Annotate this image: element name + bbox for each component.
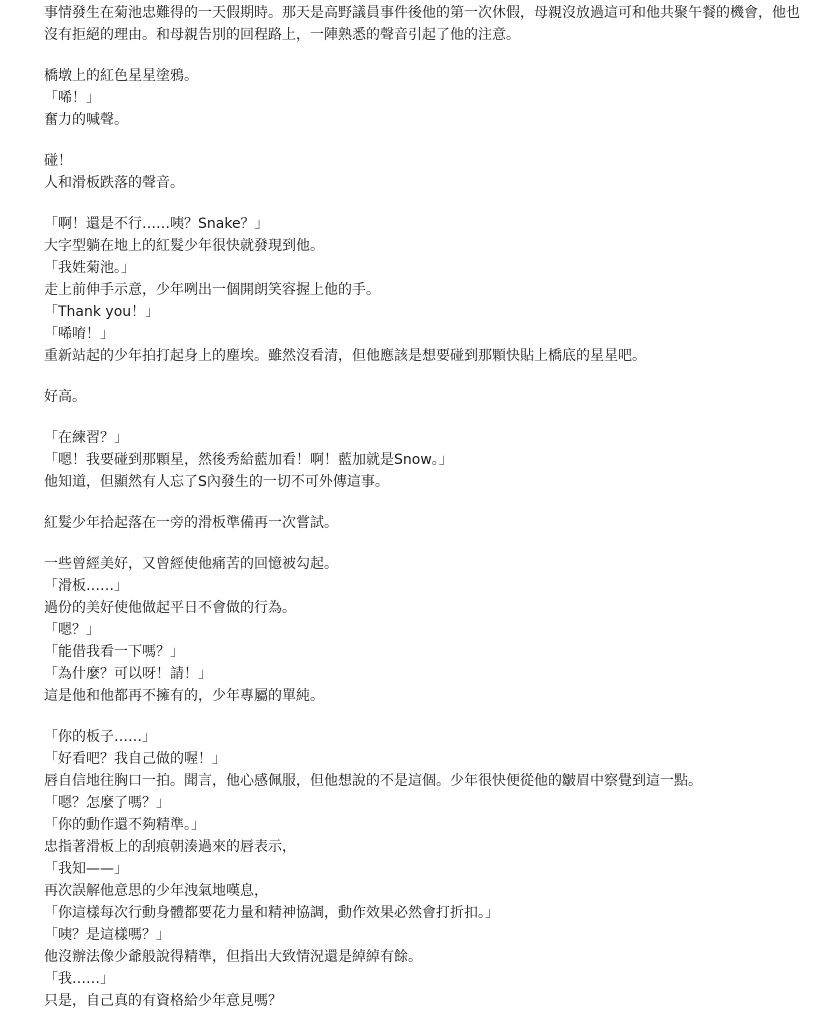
- paragraph-spacer: [44, 131, 804, 150]
- text-line: 「好看吧？我自己做的喔！」: [44, 751, 226, 767]
- paragraph-spacer: [44, 493, 804, 512]
- text-line: 大字型躺在地上的紅髮少年很快就發現到他。: [44, 238, 324, 254]
- text-line: 「咦？是這樣嗎？」: [44, 927, 170, 943]
- text-line: 「你的板子……」: [44, 729, 156, 745]
- paragraph-spacer: [44, 367, 804, 386]
- paragraph-spacer: [44, 408, 804, 427]
- text-line: 「滑板……」: [44, 578, 128, 594]
- text-line: 只是，自己真的有資格給少年意見嗎？: [44, 993, 282, 1009]
- text-line: 過份的美好使他做起平日不會做的行為。: [44, 600, 296, 616]
- text-line: 重新站起的少年拍打起身上的塵埃。雖然沒看清，但他應該是想要碰到那顆快貼上橋底的星星吧。: [44, 348, 646, 364]
- text-line: 「能借我看一下嗎？」: [44, 644, 184, 660]
- text-line: 事情發生在菊池忠難得的一天假期時。那天是高野議員事件後他的第一次休假，母親沒放過這可和他共聚午餐的機會，他也沒有拒絕的理由。和母親告別的回程路上，一陣熟悉的聲音引起了他的注意。: [44, 5, 800, 43]
- text-line: 他知道，但顯然有人忘了S內發生的一切不可外傳這事。: [44, 474, 389, 490]
- text-line: 紅髮少年拾起落在一旁的滑板準備再一次嘗試。: [44, 515, 338, 531]
- text-line: 唇自信地往胸口一拍。聞言，他心感佩服，但他想說的不是這個。少年很快便從他的皺眉中察覺到這一點。: [44, 773, 702, 789]
- text-line: 「嗯！我要碰到那顆星，然後秀給藍加看！啊！藍加就是Snow。」: [44, 452, 453, 468]
- text-line: 好高。: [44, 389, 86, 405]
- text-line: 再次誤解他意思的少年洩氣地嘆息，: [44, 883, 268, 899]
- text-line: 「我姓菊池。」: [44, 260, 135, 276]
- text-line: 「在練習？」: [44, 430, 128, 446]
- paragraph-spacer: [44, 194, 804, 213]
- text-line: 「為什麼？可以呀！請！」: [44, 666, 212, 682]
- text-line: 「唏！」: [44, 90, 100, 106]
- text-line: 這是他和他都再不擁有的，少年專屬的單純。: [44, 688, 324, 704]
- text-line: 「我……」: [44, 971, 114, 987]
- document-body: [44, 2, 804, 1012]
- text-line: 碰！: [44, 153, 72, 169]
- text-line: 他沒辦法像少爺般說得精準，但指出大致情況還是綽綽有餘。: [44, 949, 422, 965]
- text-line: 一些曾經美好，又曾經使他痛苦的回憶被勾起。: [44, 556, 338, 572]
- paragraph-spacer: [44, 534, 804, 553]
- text-line: 橋墩上的紅色星星塗鴉。: [44, 68, 198, 84]
- text-line: 「你這樣每次行動身體都要花力量和精神協調，動作效果必然會打折扣。」: [44, 905, 499, 921]
- text-line: 走上前伸手示意，少年咧出一個開朗笑容握上他的手。: [44, 282, 380, 298]
- text-line: 奮力的喊聲。: [44, 112, 128, 128]
- text-line: 「Thank you！」: [44, 304, 160, 320]
- text-line: 「我知——」: [44, 861, 128, 877]
- text-line: 人和滑板跌落的聲音。: [44, 175, 184, 191]
- text-line: 「唏唷！」: [44, 326, 114, 342]
- paragraph-spacer: [44, 46, 804, 65]
- text-line: 「嗯？」: [44, 622, 100, 638]
- paragraph-spacer: [44, 707, 804, 726]
- text-line: 「啊！還是不行……咦？Snake？」: [44, 216, 269, 232]
- text-line: 「嗯？怎麼了嗎？」: [44, 795, 170, 811]
- text-line: 忠指著滑板上的刮痕朝湊過來的唇表示，: [44, 839, 296, 855]
- text-line: 「你的動作還不夠精準。」: [44, 817, 205, 833]
